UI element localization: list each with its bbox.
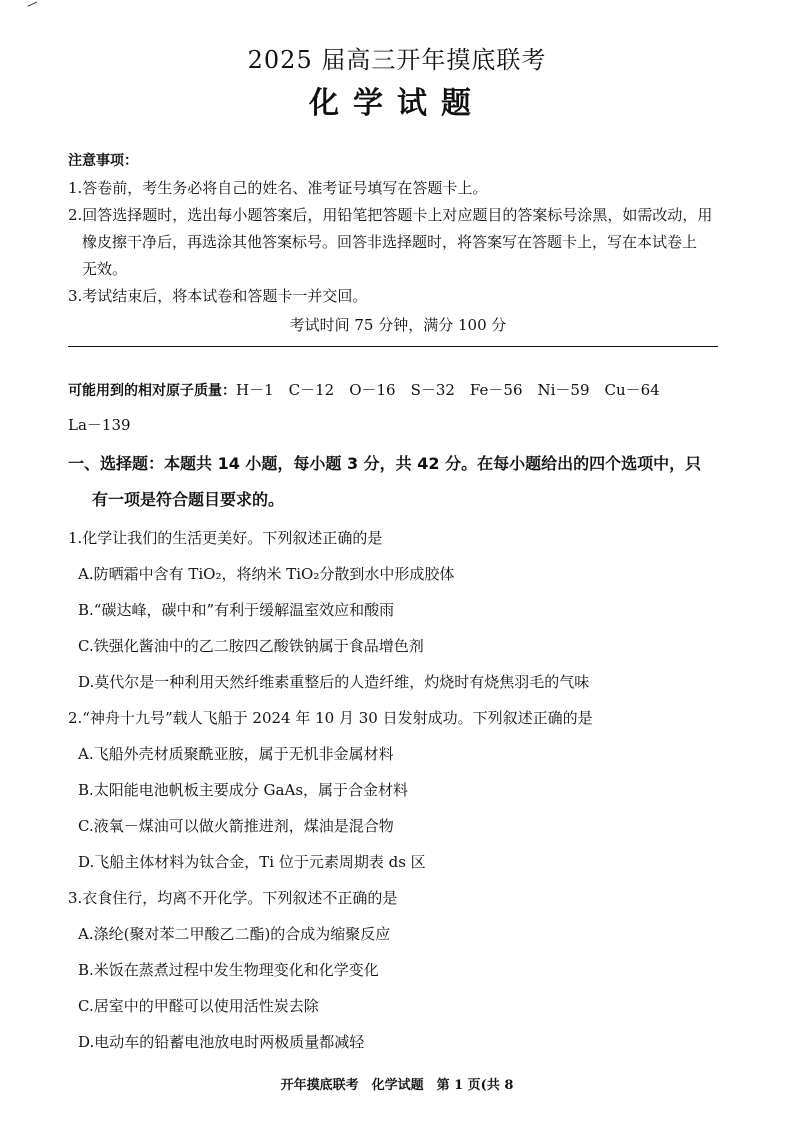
subject-title: 化学试题 (309, 86, 485, 121)
corner-mark (25, 0, 37, 7)
question-list (68, 520, 728, 1060)
option-b: B.“碳达峰，碳中和”有利于缓解温室效应和酸雨 (78, 601, 395, 619)
notice-block (68, 148, 728, 339)
option-b: B.米饭在蒸煮过程中发生物理变化和化学变化 (78, 961, 379, 979)
exam-time-info: 考试时间 75 分钟，满分 100 分 (289, 316, 507, 334)
option-c: C.液氧－煤油可以做火箭推进剂，煤油是混合物 (78, 817, 394, 835)
section-heading-line1: 一、选择题：本题共 14 小题，每小题 3 分，共 42 分。在每小题给出的四个选项中，只 (68, 454, 702, 473)
notice-item-continued: 橡皮擦干净后，再选涂其他答案标号。回答非选择题时，将答案写在答题卡上，写在本试卷上 (82, 233, 698, 251)
question-1 (68, 520, 728, 700)
section-heading (68, 446, 728, 518)
question-2 (68, 700, 728, 880)
option-c: C.铁强化酱油中的乙二胺四乙酸铁钠属于食品增色剂 (78, 637, 424, 655)
atomic-masses (68, 373, 728, 442)
atomic-masses-label: 可能用到的相对原子质量： (68, 383, 236, 399)
question-stem: 2.“神舟十九号”载人飞船于 2024 年 10 月 30 日发射成功。下列叙述正确的是 (68, 709, 593, 727)
question-3 (68, 880, 728, 1060)
option-c: C.居室中的甲醛可以使用活性炭去除 (78, 997, 319, 1015)
option-a: A.涤纶(聚对苯二甲酸乙二酯)的合成为缩聚反应 (78, 925, 391, 943)
notice-item: 1.答卷前，考生务必将自己的姓名、准考证号填写在答题卡上。 (68, 179, 488, 197)
atomic-masses-line2: La－139 (68, 416, 131, 434)
page-footer: 开年摸底联考 化学试题 第 1 页(共 8 (280, 1078, 514, 1093)
option-d: D.莫代尔是一种利用天然纤维素重整后的人造纤维，灼烧时有烧焦羽毛的气味 (78, 673, 590, 691)
section-heading-line2: 有一项是符合题目要求的。 (92, 490, 285, 509)
atomic-masses-line1: H－1 C－12 O－16 S－32 Fe－56 Ni－59 Cu－64 (236, 381, 660, 399)
notice-item: 2.回答选择题时，选出每小题答案后，用铅笔把答题卡上对应题目的答案标号涂黑，如需改动，用 (68, 206, 713, 224)
question-stem: 1.化学让我们的生活更美好。下列叙述正确的是 (68, 529, 383, 547)
option-d: D.飞船主体材料为钛合金，Ti 位于元素周期表 ds 区 (78, 853, 426, 871)
exam-title: 2025 届高三开年摸底联考 (247, 46, 547, 74)
option-a: A.防晒霜中含有 TiO₂，将纳米 TiO₂分散到水中形成胶体 (78, 565, 455, 583)
option-a: A.飞船外壳材质聚酰亚胺，属于无机非金属材料 (78, 745, 394, 763)
question-stem: 3.衣食住行，均离不开化学。下列叙述不正确的是 (68, 889, 398, 907)
notice-item: 3.考试结束后，将本试卷和答题卡一并交回。 (68, 287, 368, 305)
option-b: B.太阳能电池帆板主要成分 GaAs，属于合金材料 (78, 781, 409, 799)
option-d: D.电动车的铅蓄电池放电时两极质量都减轻 (78, 1033, 365, 1051)
notice-item-continued: 无效。 (82, 260, 128, 278)
notice-heading: 注意事项： (68, 153, 138, 169)
divider-line (68, 346, 718, 347)
